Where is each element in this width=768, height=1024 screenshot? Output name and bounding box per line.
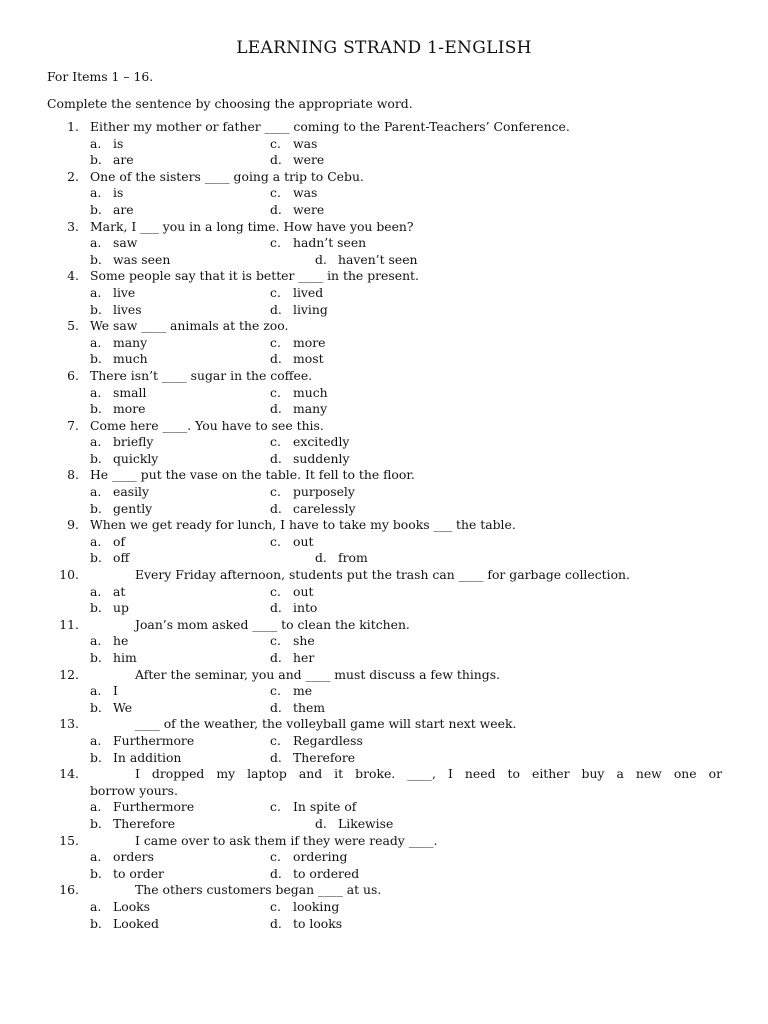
question-line — [0, 567, 768, 584]
option-letter: c. — [270, 284, 281, 300]
option-letter: c. — [270, 434, 281, 450]
question-number: 15. — [59, 832, 79, 848]
options-row — [0, 650, 768, 667]
option-letter: a. — [90, 434, 102, 450]
option-text: carelessly — [293, 500, 356, 516]
question-number: 4. — [67, 268, 79, 284]
question-text: I came over to ask them if they were ready ____. — [135, 832, 438, 848]
question-text-continued — [0, 783, 768, 800]
question-number: 3. — [67, 218, 79, 234]
option-letter: b. — [90, 550, 102, 566]
option-text: In spite of — [293, 799, 357, 815]
options-row — [0, 202, 768, 219]
option-text: living — [293, 301, 328, 317]
option-text: purposely — [293, 484, 355, 500]
option-text: was seen — [113, 251, 171, 267]
option-text: to order — [113, 865, 164, 881]
option-text: Looked — [113, 915, 159, 931]
option-letter: d. — [270, 699, 282, 715]
option-text: Likewise — [338, 815, 394, 831]
question-line — [0, 368, 768, 385]
option-text: easily — [113, 484, 150, 500]
options-row — [0, 136, 768, 153]
items-range: For Items 1 – 16. — [47, 69, 154, 84]
option-text: In addition — [113, 749, 182, 765]
question-line — [0, 318, 768, 335]
question-number: 2. — [67, 168, 79, 184]
option-text: Furthermore — [113, 799, 195, 815]
option-letter: a. — [90, 185, 102, 201]
option-letter: a. — [90, 898, 102, 914]
option-letter: a. — [90, 384, 102, 400]
question-item — [0, 833, 768, 883]
option-text: Therefore — [293, 749, 356, 765]
options-row — [0, 584, 768, 601]
option-text: Furthermore — [113, 732, 195, 748]
option-text: much — [293, 384, 328, 400]
question-item — [0, 418, 768, 468]
option-letter: c. — [270, 484, 281, 500]
question-number: 6. — [67, 367, 79, 383]
options-row — [0, 152, 768, 169]
option-letter: b. — [90, 815, 102, 831]
option-text: small — [113, 384, 147, 400]
options-row — [0, 799, 768, 816]
question-text: I dropped my laptop and it broke. ____, I need to either buy a new one or — [135, 766, 722, 782]
option-letter: b. — [90, 351, 102, 367]
option-text: I — [113, 683, 118, 699]
option-letter: b. — [90, 251, 102, 267]
option-letter: a. — [90, 633, 102, 649]
option-text: her — [293, 650, 315, 665]
question-item — [0, 467, 768, 517]
options-row — [0, 899, 768, 916]
options-row — [0, 302, 768, 319]
option-text: We — [113, 699, 133, 715]
instruction-text: Complete the sentence by choosing the appropriate word. — [47, 96, 413, 111]
question-text: Every Friday afternoon, students put the trash can ____ for garbage collection. — [135, 567, 630, 583]
page-title: LEARNING STRAND 1-ENGLISH — [236, 38, 532, 58]
option-text: me — [293, 683, 313, 699]
option-text: into — [293, 600, 318, 616]
question-line — [0, 517, 768, 534]
option-letter: c. — [270, 732, 281, 748]
option-text: live — [113, 284, 136, 300]
question-number: 11. — [59, 616, 79, 632]
question-line — [0, 418, 768, 435]
option-text: was — [293, 185, 318, 201]
options-row — [0, 385, 768, 402]
option-letter: b. — [90, 650, 102, 665]
question-text: When we get ready for lunch, I have to take my books ___ the table. — [90, 517, 516, 533]
options-row — [0, 351, 768, 368]
option-text: much — [113, 351, 148, 367]
option-letter: c. — [270, 533, 281, 549]
question-item — [0, 567, 768, 617]
option-text: out — [293, 583, 314, 599]
question-number: 7. — [67, 417, 79, 433]
option-text: suddenly — [293, 450, 350, 466]
option-letter: a. — [90, 235, 102, 251]
option-text: are — [113, 201, 134, 217]
options-row — [0, 484, 768, 501]
option-letter: c. — [270, 235, 281, 251]
options-row — [0, 235, 768, 252]
option-letter: c. — [270, 799, 281, 815]
option-letter: c. — [270, 633, 281, 649]
option-text: him — [113, 650, 137, 665]
question-text: Either my mother or father ____ coming to the Parent-Teachers’ Conference. — [90, 119, 570, 134]
option-text: of — [113, 533, 126, 549]
option-text: is — [113, 135, 124, 151]
option-text: was — [293, 135, 318, 151]
option-letter: d. — [315, 550, 327, 566]
options-row — [0, 451, 768, 468]
option-letter: c. — [270, 135, 281, 151]
question-item — [0, 318, 768, 368]
options-row — [0, 285, 768, 302]
option-letter: b. — [90, 201, 102, 217]
question-number: 9. — [67, 517, 79, 533]
option-text: ordering — [293, 849, 348, 865]
options-row — [0, 600, 768, 617]
option-text: hadn’t seen — [293, 235, 367, 251]
option-text: she — [293, 633, 315, 649]
question-item — [0, 517, 768, 567]
option-letter: a. — [90, 732, 102, 748]
question-item — [0, 882, 768, 932]
option-text: lives — [113, 301, 142, 317]
question-item — [0, 368, 768, 418]
option-letter: a. — [90, 284, 102, 300]
question-text: Come here ____. You have to see this. — [90, 417, 324, 433]
option-text: gently — [113, 500, 153, 516]
option-letter: d. — [315, 251, 327, 267]
options-row — [0, 633, 768, 650]
option-text: more — [293, 334, 326, 350]
option-text: to ordered — [293, 865, 360, 881]
option-text: from — [338, 550, 368, 566]
option-text: Therefore — [113, 815, 176, 831]
option-text: were — [293, 152, 325, 168]
question-line — [0, 467, 768, 484]
options-row — [0, 185, 768, 202]
question-text: There isn’t ____ sugar in the coffee. — [90, 367, 313, 383]
option-letter: d. — [270, 152, 282, 168]
options-row — [0, 816, 768, 833]
options-row — [0, 683, 768, 700]
option-letter: b. — [90, 699, 102, 715]
option-letter: b. — [90, 749, 102, 765]
option-text: saw — [113, 235, 138, 251]
options-row — [0, 335, 768, 352]
options-row — [0, 434, 768, 451]
question-line — [0, 268, 768, 285]
option-letter: a. — [90, 849, 102, 865]
question-item — [0, 617, 768, 667]
option-letter: b. — [90, 500, 102, 516]
question-line — [0, 766, 768, 783]
question-text: Some people say that it is better ____ in the present. — [90, 268, 419, 284]
question-text: We saw ____ animals at the zoo. — [90, 318, 289, 334]
option-letter: a. — [90, 533, 102, 549]
question-item — [0, 766, 768, 832]
options-row — [0, 700, 768, 717]
question-text: The others customers began ____ at us. — [135, 882, 382, 898]
option-letter: d. — [270, 351, 282, 367]
options-row — [0, 916, 768, 933]
question-text: ____ of the weather, the volleyball game will start next week. — [135, 716, 517, 732]
question-text: Mark, I ___ you in a long time. How have you been? — [90, 218, 414, 234]
option-text: quickly — [113, 450, 159, 466]
option-letter: c. — [270, 185, 281, 201]
option-text: haven’t seen — [338, 251, 418, 267]
question-number: 1. — [67, 119, 79, 134]
option-text: Regardless — [293, 732, 363, 748]
question-number: 16. — [59, 882, 79, 898]
option-text: he — [113, 633, 129, 649]
options-row — [0, 866, 768, 883]
question-line — [0, 219, 768, 236]
options-row — [0, 252, 768, 269]
option-letter: b. — [90, 401, 102, 417]
options-row — [0, 401, 768, 418]
option-letter: c. — [270, 384, 281, 400]
question-number: 10. — [59, 567, 79, 583]
option-letter: b. — [90, 152, 102, 168]
question-number: 14. — [59, 766, 79, 782]
question-line — [0, 169, 768, 186]
option-letter: c. — [270, 849, 281, 865]
option-letter: b. — [90, 450, 102, 466]
question-text: He ____ put the vase on the table. It fell to the floor. — [90, 467, 415, 483]
option-text: orders — [113, 849, 154, 865]
option-text: many — [293, 401, 328, 417]
question-list — [0, 119, 768, 932]
question-text: Joan’s mom asked ____ to clean the kitchen. — [135, 616, 410, 632]
option-letter: b. — [90, 915, 102, 931]
question-line — [0, 667, 768, 684]
option-text: many — [113, 334, 148, 350]
question-text: After the seminar, you and ____ must discuss a few things. — [135, 666, 501, 682]
option-letter: d. — [270, 401, 282, 417]
option-letter: d. — [270, 865, 282, 881]
option-text: looking — [293, 898, 340, 914]
options-row — [0, 550, 768, 567]
option-letter: c. — [270, 583, 281, 599]
option-letter: b. — [90, 865, 102, 881]
options-row — [0, 750, 768, 767]
option-letter: d. — [270, 915, 282, 931]
question-number: 8. — [67, 467, 79, 483]
question-text: One of the sisters ____ going a trip to Cebu. — [90, 168, 364, 184]
question-item — [0, 667, 768, 717]
question-number: 12. — [59, 666, 79, 682]
option-letter: a. — [90, 334, 102, 350]
option-letter: a. — [90, 683, 102, 699]
option-letter: d. — [315, 815, 327, 831]
question-item — [0, 716, 768, 766]
option-letter: d. — [270, 450, 282, 466]
option-letter: b. — [90, 301, 102, 317]
option-letter: d. — [270, 301, 282, 317]
option-text: to looks — [293, 915, 343, 931]
question-item — [0, 169, 768, 219]
option-letter: d. — [270, 650, 282, 665]
option-letter: d. — [270, 500, 282, 516]
option-letter: b. — [90, 600, 102, 616]
question-item — [0, 219, 768, 269]
option-text: out — [293, 533, 314, 549]
option-letter: a. — [90, 583, 102, 599]
option-letter: a. — [90, 135, 102, 151]
option-text: Looks — [113, 898, 151, 914]
option-text: them — [293, 699, 326, 715]
option-text: most — [293, 351, 324, 367]
option-letter: d. — [270, 201, 282, 217]
option-text: is — [113, 185, 124, 201]
option-letter: d. — [270, 600, 282, 616]
question-item — [0, 268, 768, 318]
option-text: are — [113, 152, 134, 168]
option-text: were — [293, 201, 325, 217]
option-letter: c. — [270, 334, 281, 350]
question-line — [0, 882, 768, 899]
question-line — [0, 833, 768, 850]
option-letter: c. — [270, 898, 281, 914]
option-text: off — [113, 550, 130, 566]
question-line — [0, 716, 768, 733]
option-letter: a. — [90, 484, 102, 500]
options-row — [0, 534, 768, 551]
question-number: 13. — [59, 716, 79, 732]
option-letter: d. — [270, 749, 282, 765]
question-line — [0, 119, 768, 136]
option-letter: c. — [270, 683, 281, 699]
question-line — [0, 617, 768, 634]
option-text: briefly — [113, 434, 154, 450]
options-row — [0, 849, 768, 866]
option-text: up — [113, 600, 129, 616]
options-row — [0, 733, 768, 750]
option-text: lived — [293, 284, 324, 300]
option-text: at — [113, 583, 126, 599]
question-text-line-2: borrow yours. — [90, 782, 178, 798]
option-text: more — [113, 401, 146, 417]
option-text: excitedly — [293, 434, 350, 450]
question-number: 5. — [67, 318, 79, 334]
options-row — [0, 501, 768, 518]
option-letter: a. — [90, 799, 102, 815]
question-item — [0, 119, 768, 169]
